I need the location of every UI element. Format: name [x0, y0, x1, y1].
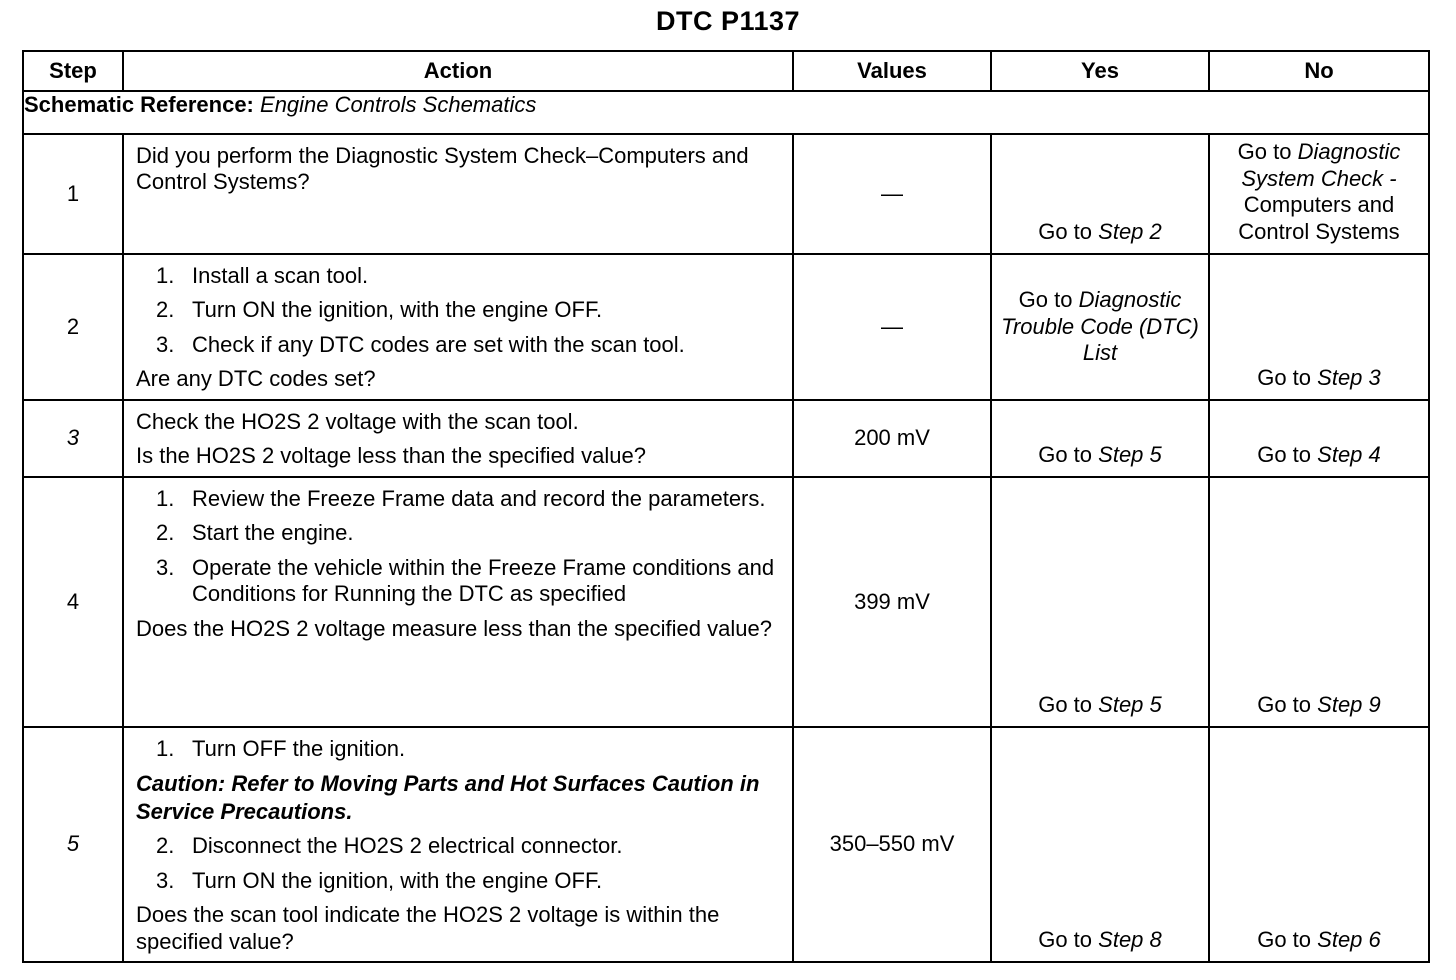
caution-note: Caution: Refer to Moving Parts and Hot Surfaces Caution in Service Precautions. — [136, 771, 760, 824]
list-text: Operate the vehicle within the Freeze Frame conditions and Conditions for Running the DTC as specified — [192, 554, 775, 607]
action-list — [136, 736, 782, 762]
list-text: Turn ON the ignition, with the engine OFF. — [192, 867, 603, 893]
list-text: Start the engine. — [192, 520, 354, 546]
table-row-step-1 — [23, 134, 1429, 254]
yes-prefix: Go to — [1018, 287, 1073, 313]
no-link[interactable]: Step 3 — [1317, 364, 1381, 390]
list-item — [136, 486, 782, 512]
header-values: Values — [793, 51, 991, 91]
list-number: 3. — [156, 331, 175, 357]
yes-link[interactable]: Diagnostic Trouble Code (DTC) List — [1001, 287, 1199, 366]
action-question: Does the scan tool indicate the HO2S 2 voltage is within the specified value? — [136, 902, 720, 954]
yes-prefix: Go to — [1038, 218, 1093, 244]
list-item — [136, 297, 782, 323]
list-item — [136, 555, 782, 608]
list-text: Check if any DTC codes are set with the scan tool. — [192, 331, 685, 357]
action-list — [136, 263, 782, 358]
header-step: Step — [23, 51, 123, 91]
action-question: Did you perform the Diagnostic System Check–Computers and Control Systems? — [136, 143, 749, 195]
no-cell — [1209, 134, 1429, 254]
list-number: 2. — [156, 297, 175, 323]
value-cell: — — [793, 134, 991, 254]
list-item — [136, 833, 782, 859]
value-cell: 200 mV — [793, 400, 991, 477]
header-yes: Yes — [991, 51, 1209, 91]
list-item — [136, 332, 782, 358]
action-line: Check the HO2S 2 voltage with the scan tool. — [136, 409, 579, 434]
header-row — [23, 51, 1429, 91]
list-item — [136, 263, 782, 289]
action-list — [136, 833, 782, 894]
yes-prefix: Go to — [1038, 441, 1093, 467]
schematic-reference — [23, 91, 1429, 134]
yes-link[interactable]: Step 8 — [1098, 926, 1162, 952]
no-cell — [1209, 400, 1429, 477]
yes-cell — [991, 134, 1209, 254]
list-text: Review the Freeze Frame data and record the parameters. — [192, 486, 766, 511]
no-suffix: Computers and Control Systems — [1238, 192, 1400, 244]
no-link[interactable]: Step 9 — [1317, 691, 1381, 717]
action-question: Is the HO2S 2 voltage less than the specified value? — [136, 443, 646, 469]
no-prefix: Go to — [1257, 926, 1312, 952]
schematic-reference-row — [23, 91, 1429, 134]
list-number: 3. — [156, 554, 175, 580]
action-cell — [123, 727, 793, 962]
action-question: Are any DTC codes set? — [136, 366, 376, 392]
value-cell: 399 mV — [793, 477, 991, 727]
schematic-reference-label: Schematic Reference: — [24, 92, 254, 117]
no-prefix: Go to — [1257, 364, 1312, 390]
diagnostic-table — [22, 50, 1430, 963]
yes-cell — [991, 727, 1209, 962]
list-item — [136, 736, 782, 762]
table-row-step-3 — [23, 400, 1429, 477]
no-cell — [1209, 477, 1429, 727]
no-cell — [1209, 727, 1429, 962]
yes-cell — [991, 477, 1209, 727]
table-row-step-2 — [23, 254, 1429, 400]
table-row-step-4 — [23, 477, 1429, 727]
action-cell — [123, 400, 793, 477]
list-number: 3. — [156, 867, 175, 893]
list-item — [136, 520, 782, 546]
action-cell — [123, 477, 793, 727]
step-number: 1 — [23, 134, 123, 254]
no-prefix: Go to — [1237, 139, 1292, 165]
value-cell: 350–550 mV — [793, 727, 991, 962]
list-number: 2. — [156, 520, 175, 546]
yes-prefix: Go to — [1038, 691, 1093, 717]
yes-link[interactable]: Step 2 — [1098, 218, 1162, 244]
yes-cell — [991, 254, 1209, 400]
step-number: 2 — [23, 254, 123, 400]
yes-prefix: Go to — [1038, 926, 1093, 952]
list-text: Turn OFF the ignition. — [192, 736, 406, 761]
no-link[interactable]: Diagnostic System Check - — [1241, 139, 1401, 191]
action-question: Does the HO2S 2 voltage measure less than the specified value? — [136, 615, 772, 641]
no-prefix: Go to — [1257, 441, 1312, 467]
table-row-step-5 — [23, 727, 1429, 962]
value-cell: — — [793, 254, 991, 400]
yes-link[interactable]: Step 5 — [1098, 441, 1162, 467]
page-title: DTC P1137 — [655, 6, 801, 36]
yes-link[interactable]: Step 5 — [1098, 691, 1162, 717]
schematic-reference-link[interactable]: Engine Controls Schematics — [260, 92, 537, 117]
yes-cell — [991, 400, 1209, 477]
action-cell — [123, 134, 793, 254]
action-cell — [123, 254, 793, 400]
list-number: 1. — [156, 263, 175, 288]
step-number: 4 — [23, 477, 123, 727]
header-no: No — [1209, 51, 1429, 91]
list-number: 1. — [156, 486, 175, 511]
no-link[interactable]: Step 6 — [1317, 926, 1381, 952]
list-text: Install a scan tool. — [192, 263, 369, 288]
no-prefix: Go to — [1257, 691, 1312, 717]
step-number: 3 — [23, 400, 123, 477]
list-number: 2. — [156, 833, 175, 859]
list-item — [136, 868, 782, 894]
action-list — [136, 486, 782, 608]
step-number: 5 — [23, 727, 123, 962]
no-cell — [1209, 254, 1429, 400]
list-text: Turn ON the ignition, with the engine OFF. — [192, 297, 603, 323]
no-link[interactable]: Step 4 — [1317, 441, 1381, 467]
list-text: Disconnect the HO2S 2 electrical connector. — [192, 833, 623, 859]
header-action: Action — [123, 51, 793, 91]
list-number: 1. — [156, 736, 175, 761]
